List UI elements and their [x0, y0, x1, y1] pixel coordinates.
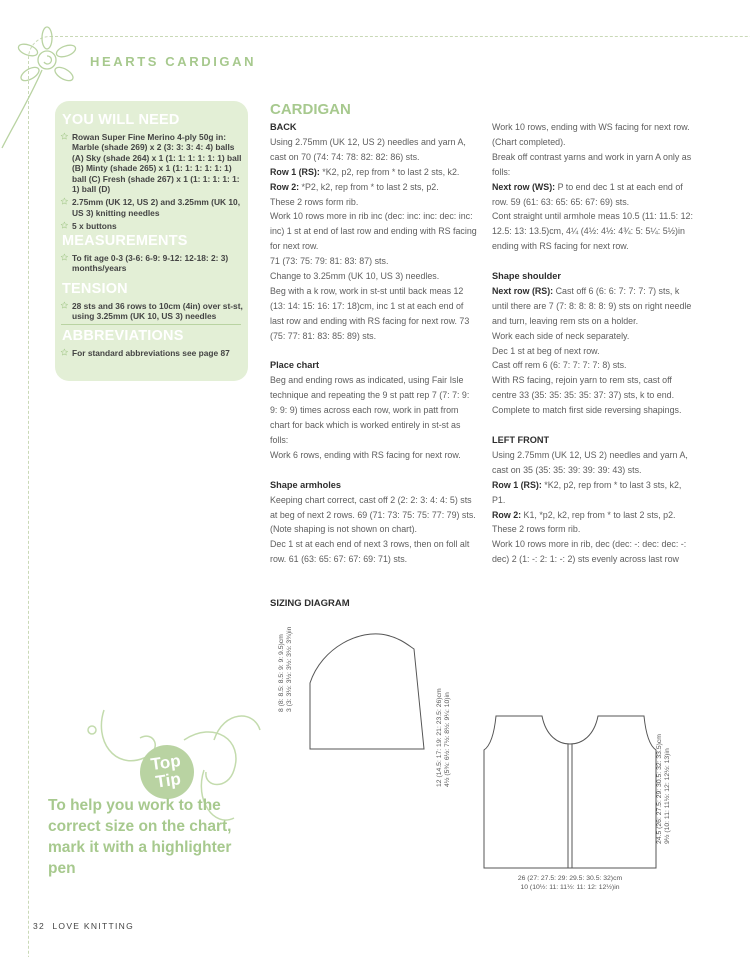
paragraph: Keeping chart correct, cast off 2 (2: 2: 3: 4: 4: 5) sts at beg of next 2 rows. 69 (71: 73: 75: 75: 77: 79) sts. (Note shaping is not shown on chart).: [270, 494, 476, 535]
sleeve-length-in-label: 4½ (5¾: 6½: 7½: 8½: 9¼: 10)in: [444, 692, 451, 787]
divider: [61, 324, 241, 325]
pattern-column-1: [270, 120, 478, 567]
magazine-name: LOVE KNITTING: [52, 921, 134, 931]
top-tip-badge: Top Tip: [137, 742, 198, 803]
paragraph: Beg with a k row, work in st-st until back meas 12 (13: 14: 15: 16: 17: 18)cm, inc 1 st at each end of last row and ending with RS facing for next row. 73 (75: 77: 81: 83: 85: 89) sts.: [270, 285, 470, 341]
paragraph: Work 6 rows, ending with RS facing for next row.: [270, 449, 461, 460]
star-icon: ✩: [61, 221, 68, 231]
list-item: ✩ 28 sts and 36 rows to 10cm (4in) over st-st, using 3.25mm (UK 10, US 3) needles: [61, 301, 243, 322]
star-icon: ✩: [61, 132, 68, 141]
tension-heading: TENSION: [62, 281, 128, 297]
paragraph: Work 10 rows, ending with WS facing for next row. (Chart completed).: [492, 122, 690, 147]
tension-list: [61, 301, 243, 325]
page-title: HEARTS CARDIGAN: [90, 54, 257, 69]
star-icon: ✩: [61, 253, 68, 262]
star-icon: ✩: [61, 301, 68, 310]
paragraph: With RS facing, rejoin yarn to rem sts, cast off centre 33 (35: 35: 35: 35: 37: 37) sts, k to end. Complete to match first side reversing shapings.: [492, 375, 682, 416]
you-will-need-heading: YOU WILL NEED: [62, 112, 180, 128]
paragraph: Row 2: *P2, k2, rep from * to last 2 sts, p2.: [270, 181, 439, 192]
paragraph: Using 2.75mm (UK 12, US 2) needles and yarn A, cast on 70 (74: 74: 78: 82: 82: 86) sts.: [270, 136, 466, 162]
list-item: ✩ 5 x buttons: [61, 221, 117, 232]
paragraph: Row 1 (RS): *K2, p2, rep from * to last 2 sts, k2.: [270, 166, 460, 177]
pattern-column-2: [492, 120, 696, 567]
left-front-heading: LEFT FRONT: [492, 435, 550, 445]
measurements-list: [61, 253, 243, 277]
paragraph: Break off contrast yarns and work in yarn A only as folls:: [492, 151, 692, 177]
paragraph: Cast off rem 6 (6: 7: 7: 7: 7: 8) sts.: [492, 360, 627, 371]
sleeve-height-in-label: 3 (3: 3½: 3½: 3½: 3½: 3¾)in: [286, 626, 293, 712]
paragraph: Row 2: K1, *p2, k2, rep from * to last 2 sts, p2.: [492, 509, 676, 520]
list-item: ✩ Rowan Super Fine Merino 4-ply 50g in: Marble (shade 269) x 2 (3: 3: 3: 4: 4) balls (A) Sky (shade 264) x 1 (1: 1: 1: 1: 1: 1) ball (B) Minty (shade 265) x 1 (1: 1: 1: 1: 1: 1) ball (C) Fresh (shade 267) x 1 (1: 1: 1: 1: 1: 1) ball (D): [61, 132, 242, 195]
back-heading: BACK: [270, 122, 297, 132]
paragraph: Work 10 rows more in rib inc (dec: inc: inc: dec: inc: inc) 1 st at end of last row and ending with RS facing for next row.: [270, 211, 477, 252]
measurements-heading: MEASUREMENTS: [62, 233, 188, 249]
page-number: 32: [33, 921, 46, 931]
paragraph: Work each side of neck separately.: [492, 330, 630, 341]
paragraph: Dec 1 st at each end of next 3 rows, then on foll alt row. 61 (63: 65: 67: 67: 69: 71) sts.: [270, 539, 470, 565]
sizing-diagram-heading: SIZING DIAGRAM: [270, 598, 350, 609]
shape-shoulder-heading: Shape shoulder: [492, 271, 561, 282]
abbreviations-list: [61, 348, 243, 361]
star-icon: ✩: [61, 197, 68, 207]
list-item: ✩ For standard abbreviations see page 87: [61, 348, 230, 358]
body-width-in-label: 10 (10½: 11: 11½: 11: 12: 12½)in: [520, 884, 620, 891]
paragraph: Change to 3.25mm (UK 10, US 3) needles.: [270, 271, 440, 282]
list-item: ✩ 2.75mm (UK 12, US 2) and 3.25mm (UK 10, US 3) knitting needles: [61, 197, 241, 218]
star-icon: ✩: [61, 348, 68, 357]
paragraph: Beg and ending rows as indicated, using Fair Isle technique and repeating the 9 st patt rep 7 (7: 7: 9: 9: 9: 9) times across each row, work in patt from chart for back which is worked entirely in st-st as folls:: [270, 375, 470, 446]
abbreviations-heading: ABBREVIATIONS: [62, 328, 184, 344]
paragraph: Dec 1 st at beg of next row.: [492, 345, 600, 356]
paragraph: Next row (RS): Cast off 6 (6: 6: 7: 7: 7: 7) sts, k until there are 7 (7: 8: 8: 8: 8: 9) sts on right needle and turn, leaving rem sts on a holder.: [492, 285, 692, 326]
paragraph: Next row (WS): P to end dec 1 st at each end of row. 59 (61: 63: 65: 65: 67: 69) sts.: [492, 181, 683, 207]
paragraph: Using 2.75mm (UK 12, US 2) needles and yarn A, cast on 35 (35: 35: 39: 39: 39: 43) sts.: [492, 449, 688, 475]
place-chart-heading: Place chart: [270, 360, 320, 371]
sleeve-length-cm-label: 12 (14.5: 17: 19: 21: 23.5: 26)cm: [436, 688, 443, 787]
you-will-need-list: [61, 132, 243, 235]
page-footer: [33, 921, 134, 931]
section-heading: CARDIGAN: [270, 101, 351, 118]
tip-text: To help you work to the correct size on the chart, mark it with a highlighter pen: [48, 797, 232, 877]
shape-armholes-heading: Shape armholes: [270, 479, 341, 490]
paragraph: Row 1 (RS): *K2, p2, rep from * to last 3 sts, k2, P1.: [492, 479, 682, 505]
body-length-cm-label: 24.5 (26: 27.5: 29: 30.5: 32: 33.5)cm: [656, 734, 663, 844]
paragraph: 71 (73: 75: 79: 81: 83: 87) sts.: [270, 256, 389, 267]
body-length-in-label: 9½ (10: 11: 11½: 12: 12½: 13)in: [664, 748, 671, 844]
sleeve-diagram: [300, 625, 440, 775]
paragraph: These 2 rows form rib.: [270, 196, 359, 207]
paragraph: Work 10 rows more in rib, dec (dec: -: dec: dec: -: dec) 2 (1: -: 2: 1: -: 2) sts evenly across last row: [492, 539, 687, 565]
sleeve-height-cm-label: 8 (8: 8.5: 8.5: 9: 9: 9.5)cm: [278, 634, 285, 712]
body-diagram: [480, 710, 660, 870]
list-item: ✩ To fit age 0-3 (3-6: 6-9: 9-12: 12-18: 2: 3) months/years: [61, 253, 229, 274]
paragraph: These 2 rows form rib.: [492, 524, 581, 535]
paragraph: Cont straight until armhole meas 10.5 (11: 11.5: 12: 12.5: 13: 13.5)cm, 4¼ (4½: 4½: 4¾: 5: 5¼: 5½)in ending with RS facing for next row.: [492, 211, 693, 252]
you-will-need-panel: [55, 101, 248, 381]
body-width-cm-label: 26 (27: 27.5: 29: 29.5: 30.5: 32)cm: [517, 875, 623, 882]
